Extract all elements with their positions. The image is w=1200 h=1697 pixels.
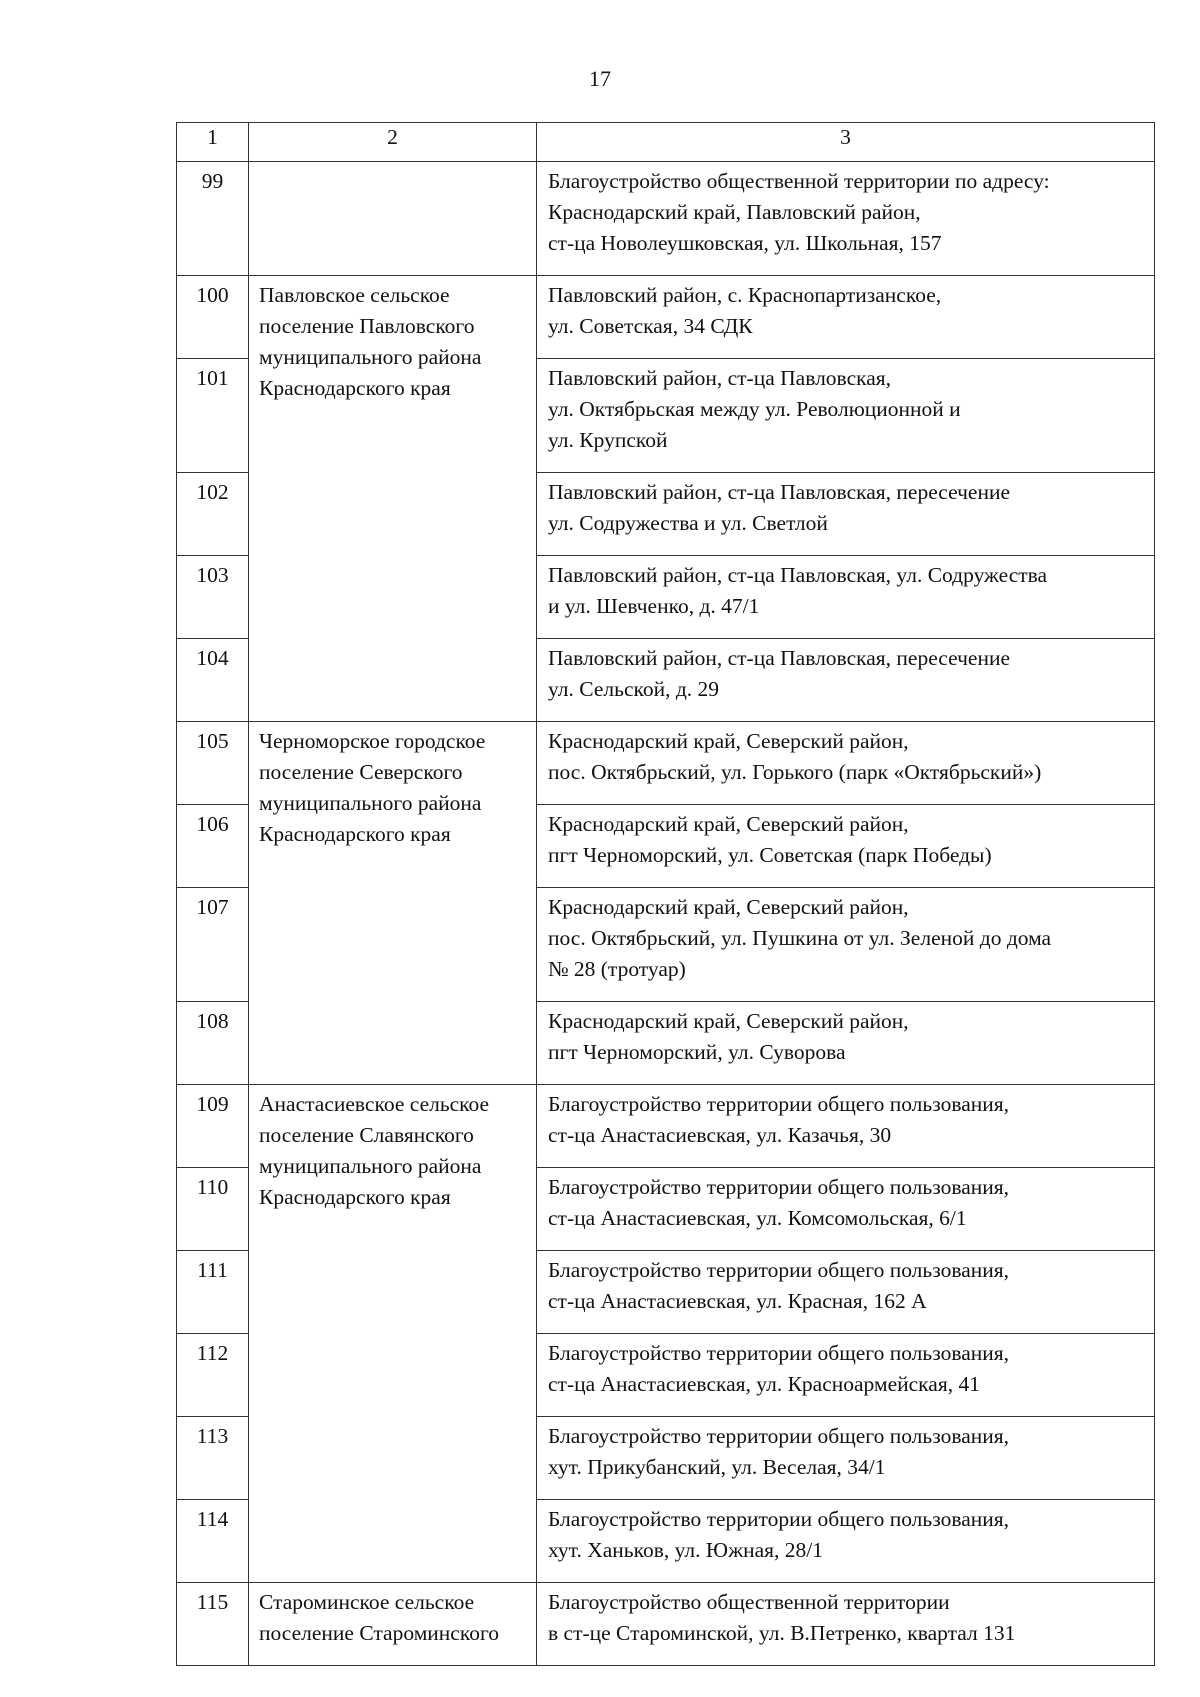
address-line: Краснодарский край, Северский район, — [548, 895, 909, 919]
row-number: 108 — [177, 1002, 249, 1085]
register-table — [176, 122, 1155, 1666]
address-line: Благоустройство территории общего пользования, — [548, 1341, 1010, 1365]
address-line: ст-ца Новолеушковская, ул. Школьная, 157 — [548, 231, 942, 255]
address-line: в ст-це Староминской, ул. В.Петренко, квартал 131 — [548, 1621, 1016, 1645]
table-row — [177, 162, 1155, 276]
row-number: 115 — [177, 1583, 249, 1666]
settlement-cell — [249, 162, 537, 276]
address-cell — [537, 556, 1155, 639]
address-cell — [537, 359, 1155, 473]
settlement-cell: Староминское сельское поселение Староминского — [249, 1583, 537, 1666]
address-line: Благоустройство территории общего пользования, — [548, 1507, 1010, 1531]
address-line: Краснодарский край, Северский район, — [548, 729, 909, 753]
address-line: Благоустройство территории общего пользования, — [548, 1424, 1010, 1448]
row-number: 106 — [177, 805, 249, 888]
address-line: ст-ца Анастасиевская, ул. Казачья, 30 — [548, 1123, 892, 1147]
column-header-number: 1 — [177, 123, 249, 162]
address-line: хут. Ханьков, ул. Южная, 28/1 — [548, 1538, 824, 1562]
address-cell — [537, 1500, 1155, 1583]
header-row — [177, 123, 1155, 162]
address-line: ул. Советская, 34 СДК — [548, 314, 753, 338]
address-line: Павловский район, ст-ца Павловская, пересечение — [548, 646, 1011, 670]
page-number: 17 — [589, 66, 611, 91]
row-number: 114 — [177, 1500, 249, 1583]
address-line: хут. Прикубанский, ул. Веселая, 34/1 — [548, 1455, 886, 1479]
address-cell — [537, 1417, 1155, 1500]
address-line: ст-ца Анастасиевская, ул. Комсомольская, 6/1 — [548, 1206, 967, 1230]
address-line: Краснодарский край, Северский район, — [548, 1009, 909, 1033]
address-cell — [537, 805, 1155, 888]
address-line: пос. Октябрьский, ул. Горького (парк «Октябрьский») — [548, 760, 1042, 784]
address-line: ул. Сельской, д. 29 — [548, 677, 720, 701]
row-number: 102 — [177, 473, 249, 556]
address-cell — [537, 722, 1155, 805]
address-cell — [537, 162, 1155, 276]
address-line: Благоустройство территории общего пользования, — [548, 1092, 1010, 1116]
row-number: 104 — [177, 639, 249, 722]
address-cell — [537, 1583, 1155, 1666]
row-number: 101 — [177, 359, 249, 473]
address-line: и ул. Шевченко, д. 47/1 — [548, 594, 760, 618]
row-number: 99 — [177, 162, 249, 276]
address-line: Благоустройство территории общего пользования, — [548, 1258, 1010, 1282]
address-line: пгт Черноморский, ул. Суворова — [548, 1040, 846, 1064]
address-line: Краснодарский край, Северский район, — [548, 812, 909, 836]
address-cell — [537, 276, 1155, 359]
settlement-cell: Анастасиевское сельское поселение Славянского муниципального района Краснодарского края — [249, 1085, 537, 1583]
address-line: пос. Октябрьский, ул. Пушкина от ул. Зеленой до дома — [548, 926, 1052, 950]
table-row — [177, 276, 1155, 359]
address-line: Благоустройство общественной территории — [548, 1590, 950, 1614]
settlement-cell: Павловское сельское поселение Павловского муниципального района Краснодарского края — [249, 276, 537, 722]
column-header-address: 3 — [537, 123, 1155, 162]
address-line: ст-ца Анастасиевская, ул. Красноармейская, 41 — [548, 1372, 980, 1396]
table-row — [177, 722, 1155, 805]
address-line: ст-ца Анастасиевская, ул. Красная, 162 А — [548, 1289, 927, 1313]
row-number: 107 — [177, 888, 249, 1002]
address-cell — [537, 639, 1155, 722]
address-line: Павловский район, ст-ца Павловская, — [548, 366, 892, 390]
address-line: № 28 (тротуар) — [548, 957, 686, 981]
address-line: Павловский район, ст-ца Павловская, ул. Содружества — [548, 563, 1048, 587]
address-line: ул. Октябрьская между ул. Революционной и — [548, 397, 961, 421]
address-cell — [537, 1085, 1155, 1168]
address-cell — [537, 1168, 1155, 1251]
address-cell — [537, 1334, 1155, 1417]
row-number: 113 — [177, 1417, 249, 1500]
row-number: 110 — [177, 1168, 249, 1251]
column-header-settlement: 2 — [249, 123, 537, 162]
settlement-cell: Черноморское городское поселение Северского муниципального района Краснодарского края — [249, 722, 537, 1085]
row-number: 105 — [177, 722, 249, 805]
address-cell — [537, 473, 1155, 556]
address-line: Павловский район, ст-ца Павловская, пересечение — [548, 480, 1011, 504]
row-number: 111 — [177, 1251, 249, 1334]
row-number: 103 — [177, 556, 249, 639]
table-row — [177, 1583, 1155, 1666]
row-number: 112 — [177, 1334, 249, 1417]
address-cell — [537, 888, 1155, 1002]
address-line: ул. Содружества и ул. Светлой — [548, 511, 828, 535]
address-line: Благоустройство территории общего пользования, — [548, 1175, 1010, 1199]
address-cell — [537, 1251, 1155, 1334]
address-line: ул. Крупской — [548, 428, 668, 452]
table-body — [177, 162, 1155, 1666]
address-cell — [537, 1002, 1155, 1085]
address-line: пгт Черноморский, ул. Советская (парк Победы) — [548, 843, 992, 867]
table-row — [177, 1085, 1155, 1168]
row-number: 100 — [177, 276, 249, 359]
address-line: Благоустройство общественной территории по адресу: — [548, 169, 1050, 193]
address-line: Павловский район, с. Краснопартизанское, — [548, 283, 942, 307]
address-line: Краснодарский край, Павловский район, — [548, 200, 921, 224]
row-number: 109 — [177, 1085, 249, 1168]
